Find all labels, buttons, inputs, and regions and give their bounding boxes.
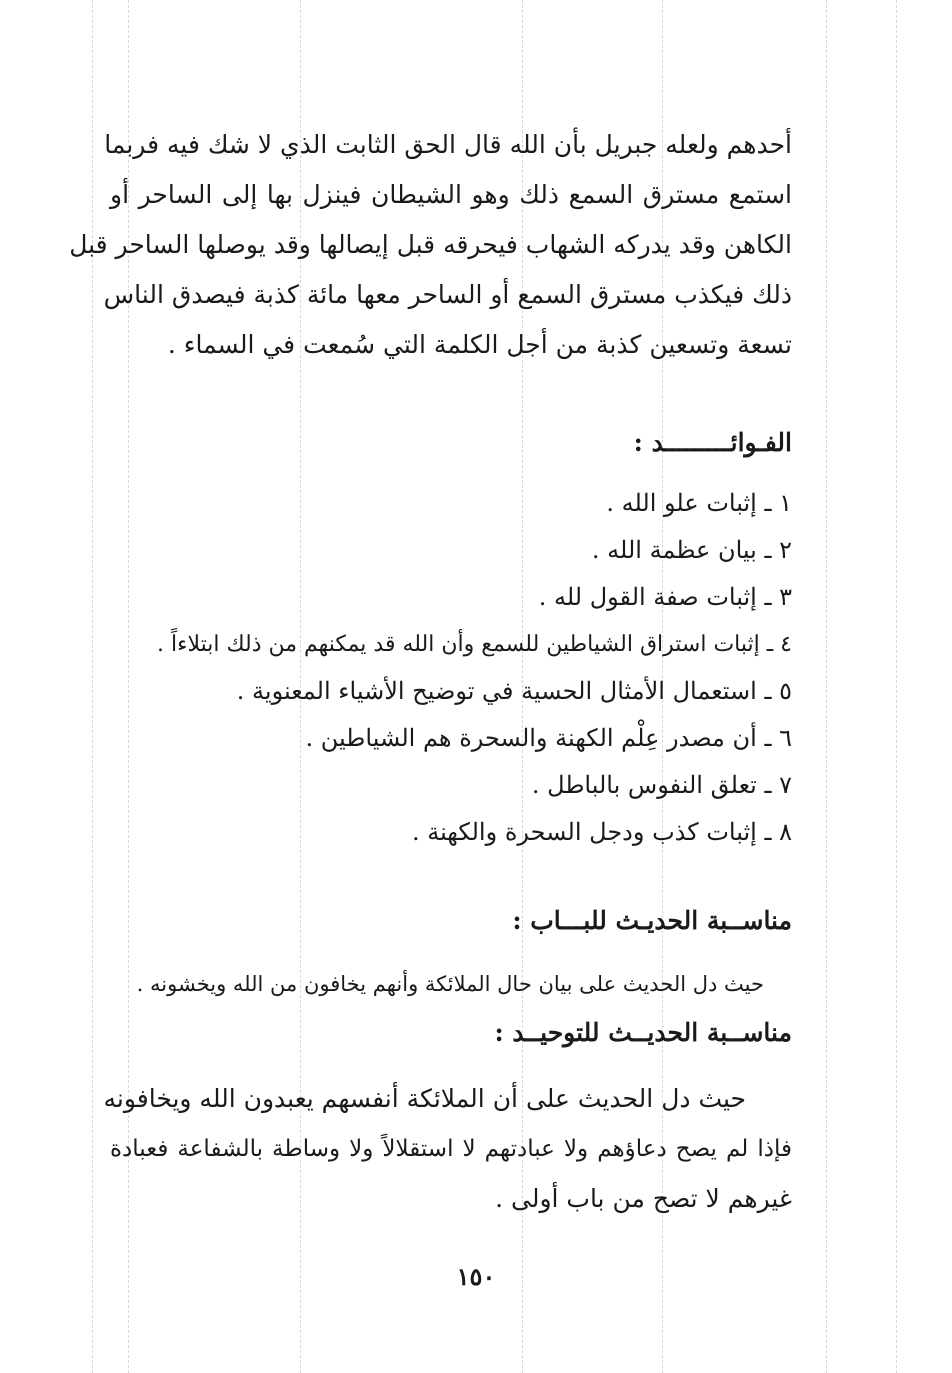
intro-line: ذلك فيكذب مسترق السمع أو الساحر معها مائة كذبة فيصدق الناس xyxy=(103,280,792,309)
benefit-item: ٥ ـ استعمال الأمثال الحسية في توضيح الأشياء المعنوية . xyxy=(236,677,792,705)
benefit-item: ٦ ـ أن مصدر عِلْم الكهنة والسحرة هم الشياطين . xyxy=(305,724,792,752)
page-number: ١٥٠ xyxy=(456,1262,496,1291)
benefit-item: ٢ ـ بيان عظمة الله . xyxy=(591,536,792,564)
intro-line: الكاهن وقد يدركه الشهاب فيحرقه قبل إيصالها وقد يوصلها الساحر قبل xyxy=(69,230,792,259)
tawhid-paragraph xyxy=(103,1074,792,1224)
benefit-item: ٣ ـ إثبات صفة القول لله . xyxy=(538,583,792,611)
benefits-list xyxy=(110,480,792,856)
intro-line: استمع مسترق السمع ذلك وهو الشيطان فينزل بها إلى الساحر أو xyxy=(110,180,792,209)
chapter-relevance-heading: مناســبة الحديـث للبـــاب : xyxy=(512,906,792,935)
chapter-relevance-text xyxy=(110,960,792,1008)
book-page xyxy=(69,120,792,1224)
benefits-heading: الفـوائـــــــــد : xyxy=(633,428,792,457)
benefit-item: ٧ ـ تعلق النفوس بالباطل . xyxy=(531,771,792,799)
tawhid-line: فإذا لم يصح دعاؤهم ولا عبادتهم لا استقلالاً ولا وساطة بالشفاعة فعبادة xyxy=(110,1136,792,1162)
benefit-item: ٤ ـ إثبات استراق الشياطين للسمع وأن الله قد يمكنهم من ذلك ابتلاءاً . xyxy=(157,632,792,657)
benefit-item: ١ ـ إثبات علو الله . xyxy=(606,489,792,517)
intro-line: أحدهم ولعله جبريل بأن الله قال الحق الثابت الذي لا شك فيه فربما xyxy=(104,130,792,159)
chapter-relevance-line: حيث دل الحديث على بيان حال الملائكة وأنهم يخافون من الله ويخشونه . xyxy=(136,972,764,996)
tawhid-relevance-heading: مناســبة الحديــث للتوحيــد : xyxy=(494,1018,792,1047)
benefit-item: ٨ ـ إثبات كذب ودجل السحرة والكهنة . xyxy=(411,818,792,846)
intro-paragraph xyxy=(69,120,792,370)
intro-line: تسعة وتسعين كذبة من أجل الكلمة التي سُمعت في السماء . xyxy=(167,330,792,359)
tawhid-line: حيث دل الحديث على أن الملائكة أنفسهم يعبدون الله ويخافونه xyxy=(103,1084,746,1113)
tawhid-line: غيرهم لا تصح من باب أولى . xyxy=(495,1184,792,1213)
